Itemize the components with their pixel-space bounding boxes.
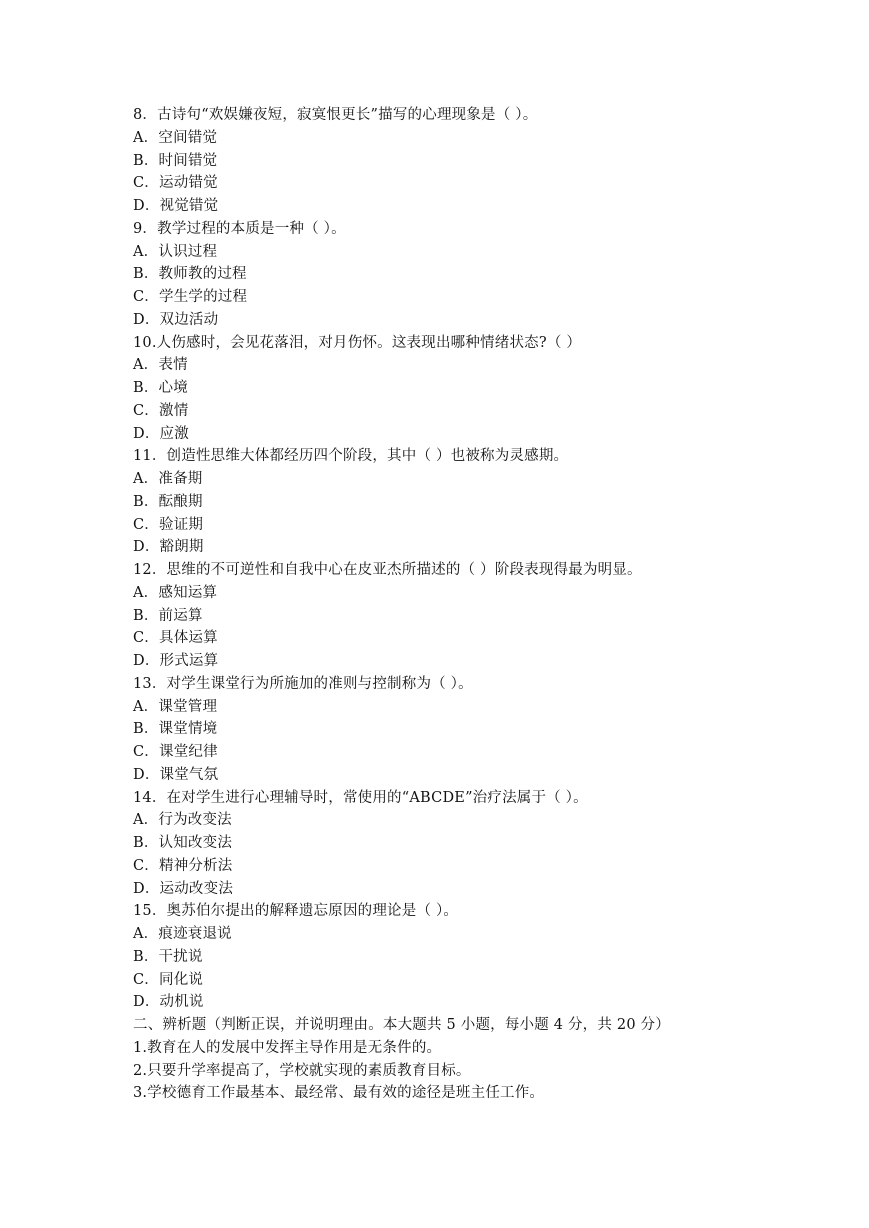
question-14: 14．在对学生进行心理辅导时，常使用的“ABCDE”治疗法属于（ ）。 [133, 789, 588, 806]
option-d: D．双边活动 [133, 311, 219, 328]
option-c: C．激情 [133, 402, 189, 419]
option-c: C．具体运算 [133, 630, 218, 647]
option-c: C．学生学的过程 [133, 289, 248, 305]
statement-1: 1.教育在人的发展中发挥主导作用是无条件的。 [133, 1039, 442, 1056]
option-a: A．准备期 [133, 471, 203, 487]
question-9: 9．教学过程的本质是一种（ ）。 [133, 220, 346, 237]
question-15: 15．奥苏伯尔提出的解释遗忘原因的理论是（ ）。 [133, 903, 459, 920]
option-d: D．运动改变法 [133, 880, 234, 897]
option-a: A．空间错觉 [133, 129, 218, 146]
option-b: B．教师教的过程 [133, 266, 247, 283]
option-a: A．行为改变法 [133, 812, 232, 829]
option-d: D．应激 [133, 425, 189, 442]
option-c: C．验证期 [133, 516, 204, 533]
question-10: 10.人伤感时，会见花落泪，对月伤怀。这表现出哪种情绪状态?（ ） [133, 334, 582, 351]
option-a: A．表情 [133, 357, 188, 374]
question-8: 8．古诗句“欢娱嫌夜短，寂寞恨更长”描写的心理现象是（ ）。 [133, 107, 538, 123]
question-11: 11．创造性思维大体都经历四个阶段，其中（ ）也被称为灵感期。 [133, 448, 569, 465]
option-b: B．前运算 [133, 607, 203, 624]
option-c: C．精神分析法 [133, 857, 233, 874]
option-a: A．课堂管理 [133, 698, 218, 715]
statement-3: 3.学校德育工作最基本、最经常、最有效的途径是班主任工作。 [133, 1085, 545, 1102]
option-d: D．视觉错觉 [133, 198, 219, 214]
option-a: A．感知运算 [133, 584, 218, 601]
option-c: C．同化说 [133, 971, 204, 988]
option-b: B．课堂情境 [133, 721, 218, 738]
question-13: 13．对学生课堂行为所施加的准则与控制称为（ ）。 [133, 675, 473, 692]
option-d: D．课堂气氛 [133, 766, 219, 783]
section-heading: 二、辨析题（判断正误，并说明理由。本大题共 5 小题，每小题 4 分，共 20 分） [133, 1017, 670, 1033]
option-d: D．动机说 [133, 994, 204, 1011]
option-d: D．豁朗期 [133, 539, 204, 556]
option-b: B．时间错觉 [133, 152, 218, 169]
option-b: B．酝酿期 [133, 493, 203, 510]
option-a: A．痕迹衰退说 [133, 926, 232, 942]
document-page [133, 104, 833, 1105]
option-b: B．心境 [133, 380, 188, 396]
option-c: C．运动错觉 [133, 175, 218, 192]
statement-2: 2.只要升学率提高了，学校就实现的素质教育目标。 [133, 1062, 471, 1079]
option-c: C．课堂纪律 [133, 744, 218, 760]
option-a: A．认识过程 [133, 243, 218, 260]
option-b: B．认知改变法 [133, 835, 233, 851]
question-12: 12．思维的不可逆性和自我中心在皮亚杰所描述的（ ）阶段表现得最为明显。 [133, 562, 642, 578]
option-d: D．形式运算 [133, 653, 219, 669]
option-b: B．干扰说 [133, 948, 203, 965]
